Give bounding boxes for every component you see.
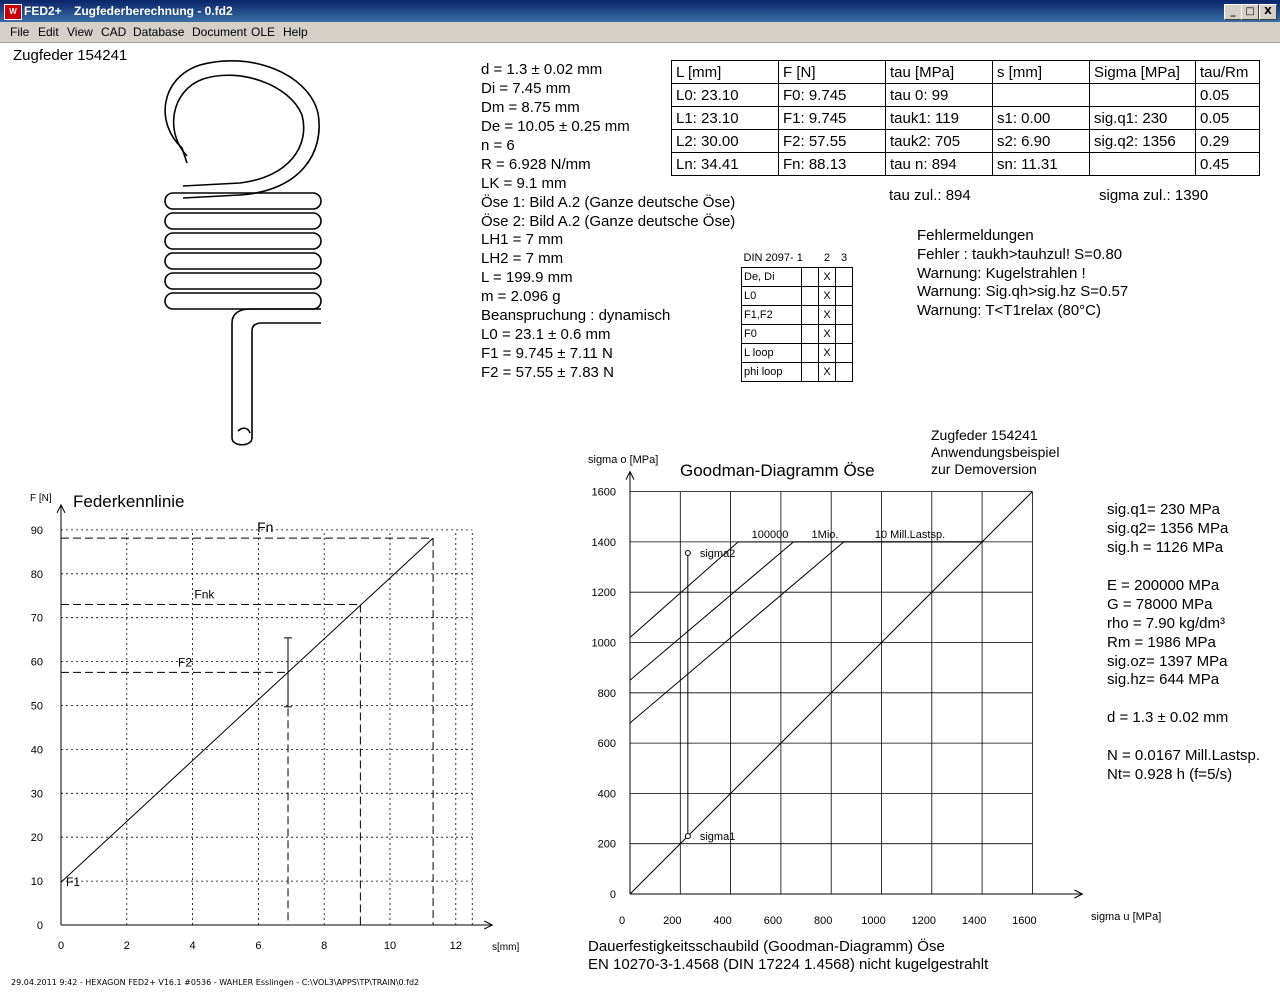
x-tick-label: 2 — [123, 940, 130, 952]
table-header-cell: Sigma [MPa] — [1090, 61, 1196, 84]
menu-view[interactable]: View — [67, 25, 93, 39]
x-tick-label: 600 — [763, 915, 783, 927]
table-cell: sig.q2: 1356 — [1090, 130, 1196, 153]
y-tick-label: 80 — [30, 568, 43, 581]
window-title: Zugfederberechnung - 0.fd2 — [74, 4, 233, 18]
value-line: rho = 7.90 kg/dm³ — [1107, 615, 1225, 632]
y-tick-label: 60 — [30, 656, 43, 669]
y-tick-label: 400 — [597, 788, 616, 801]
table-cell: tauk1: 119 — [886, 107, 993, 130]
x-tick-label: 12 — [449, 940, 462, 952]
param-line: L = 199.9 mm — [481, 269, 573, 286]
value-line: sig.h = 1126 MPa — [1107, 539, 1224, 556]
table-cell: phi loop — [742, 363, 802, 382]
table-header-cell: tau/Rm — [1196, 61, 1260, 84]
param-line: De = 10.05 ± 0.25 mm — [481, 118, 630, 135]
menu-edit[interactable]: Edit — [38, 25, 59, 39]
marker-label: F2 — [178, 655, 193, 670]
table-cell: F0 — [742, 325, 802, 344]
y-tick-label: 20 — [30, 832, 43, 845]
table-cell: L loop — [742, 344, 802, 363]
stress-point-label: sigma1 — [699, 831, 736, 844]
value-line: N = 0.0167 Mill.Lastsp. — [1107, 747, 1260, 764]
table-cell: De, Di — [742, 268, 802, 287]
goodman-series-line — [630, 542, 982, 723]
status-line: 29.04.2011 9:42 - HEXAGON FED2+ V16.1 #0536 - WAHLER Esslingen - C:\VOL3\APPS\TP\TRAIN\0.fd2 — [11, 978, 420, 987]
table-cell: tau n: 894 — [886, 153, 993, 176]
table-cell: s1: 0.00 — [993, 107, 1090, 130]
table-header-cell: L [mm] — [672, 61, 779, 84]
menu-ole[interactable]: OLE — [251, 25, 276, 39]
maximize-button[interactable]: □ — [1241, 4, 1259, 20]
x-tick-label: 0 — [618, 915, 626, 927]
param-line: Di = 7.45 mm — [481, 80, 571, 97]
menu-database[interactable]: Database — [133, 25, 185, 39]
caption-line: Dauerfestigkeitsschaubild (Goodman-Diagramm) Öse — [588, 938, 945, 955]
table-cell: 0.29 — [1196, 130, 1260, 153]
series-label: 10 Mill.Lastsp. — [874, 528, 946, 541]
table-header-cell: s [mm] — [993, 61, 1090, 84]
x-tick-label: 1000 — [861, 915, 886, 927]
table-cell: tauk2: 705 — [886, 130, 993, 153]
goodman-info-line: Zugfeder 154241 — [931, 427, 1038, 443]
table-cell: L2: 30.00 — [672, 130, 779, 153]
message-item: Warnung: Kugelstrahlen ! — [917, 265, 1086, 282]
table-cell: s2: 6.90 — [993, 130, 1090, 153]
table-cell: X — [819, 306, 836, 325]
marker-label: Fnk — [194, 587, 215, 602]
menu-bar — [0, 22, 1280, 43]
goodman-chart — [0, 43, 1280, 994]
y-tick-label: 50 — [30, 700, 43, 713]
chart1-xlabel: s[mm] — [492, 942, 520, 953]
table-header-cell: DIN 2097- 1 — [743, 252, 803, 264]
table-cell: X — [819, 268, 836, 287]
messages-title: Fehlermeldungen — [917, 227, 1034, 244]
table-cell: L0: 23.10 — [672, 84, 779, 107]
param-line: Dm = 8.75 mm — [481, 99, 580, 116]
table-cell: Ln: 34.41 — [672, 153, 779, 176]
y-tick-label: 30 — [30, 788, 43, 801]
sigma-allowed: sigma zul.: 1390 — [1099, 187, 1209, 204]
goodman-info-line: zur Demoversion — [931, 461, 1037, 477]
value-line: Nt= 0.928 h (f=5/s) — [1107, 766, 1233, 783]
param-line: LK = 9.1 mm — [481, 175, 567, 192]
stress-point — [685, 550, 690, 555]
goodman-info-line: Anwendungsbeispiel — [931, 444, 1060, 460]
y-tick-label: 10 — [30, 876, 43, 889]
table-cell: L1: 23.10 — [672, 107, 779, 130]
table-header-cell: tau [MPa] — [886, 61, 993, 84]
chart2-ylabel: sigma o [MPa] — [588, 454, 659, 466]
y-tick-label: 800 — [597, 687, 616, 700]
chart1-title: Federkennlinie — [73, 492, 185, 511]
x-tick-label: 1200 — [911, 915, 937, 927]
param-line: Öse 1: Bild A.2 (Ganze deutsche Öse) — [481, 194, 736, 211]
table-cell: sig.q1: 230 — [1090, 107, 1196, 130]
value-line: E = 200000 MPa — [1107, 577, 1220, 594]
series-label: 100000 — [751, 528, 789, 541]
x-tick-label: 8 — [321, 940, 328, 952]
marker-label: Fn — [257, 519, 274, 536]
app-name: FED2+ — [24, 4, 62, 18]
param-line: m = 2.096 g — [481, 288, 561, 305]
table-cell: F0: 9.745 — [779, 84, 886, 107]
y-tick-label: 600 — [597, 738, 616, 751]
table-cell: X — [819, 287, 836, 306]
table-cell: L0 — [742, 287, 802, 306]
marker-label: F1 — [66, 875, 81, 890]
message-item: Warnung: T<T1relax (80°C) — [917, 302, 1101, 319]
table-cell: 0.05 — [1196, 84, 1260, 107]
tau-allowed: tau zul.: 894 — [889, 187, 971, 204]
param-line: d = 1.3 ± 0.02 mm — [481, 61, 603, 78]
menu-help[interactable]: Help — [283, 25, 308, 39]
value-line: sig.q2= 1356 MPa — [1107, 520, 1229, 537]
y-tick-label: 200 — [597, 838, 616, 851]
goodman-series-line — [630, 542, 982, 680]
menu-cad[interactable]: CAD — [101, 25, 127, 39]
table-cell: X — [819, 363, 836, 382]
stress-point — [685, 834, 690, 839]
y-tick-label: 0 — [36, 920, 43, 932]
value-line: d = 1.3 ± 0.02 mm — [1107, 709, 1229, 726]
param-line: L0 = 23.1 ± 0.6 mm — [481, 326, 611, 343]
x-tick-label: 1600 — [1012, 915, 1037, 927]
stress-point-label: sigma2 — [699, 547, 736, 560]
menu-document[interactable]: Document — [192, 25, 247, 39]
value-line: Rm = 1986 MPa — [1107, 634, 1216, 651]
chart2-xlabel: sigma u [MPa] — [1091, 911, 1162, 923]
value-line: sig.hz= 644 MPa — [1107, 671, 1220, 688]
table-cell: 0.45 — [1196, 153, 1260, 176]
goodman-series-line — [630, 542, 982, 638]
param-line: LH2 = 7 mm — [481, 250, 564, 267]
spring-title: Zugfeder 154241 — [13, 47, 128, 64]
chart2-title: Goodman-Diagramm Öse — [680, 461, 875, 480]
app-icon[interactable]: W — [4, 4, 22, 20]
y-tick-label: 1200 — [591, 587, 616, 600]
y-tick-label: 90 — [30, 524, 43, 537]
x-tick-label: 0 — [57, 940, 65, 952]
y-tick-label: 0 — [609, 889, 616, 901]
table-cell: Fn: 88.13 — [779, 153, 886, 176]
x-tick-label: 200 — [663, 915, 682, 927]
title-bar — [0, 0, 1280, 22]
x-tick-label: 10 — [383, 940, 397, 952]
param-line: Beanspruchung : dynamisch — [481, 307, 671, 324]
minimize-button[interactable]: _ — [1224, 4, 1242, 20]
chart1-ylabel: F [N] — [30, 493, 52, 504]
table-cell: tau 0: 99 — [886, 84, 993, 107]
menu-file[interactable]: File — [10, 25, 30, 39]
table-cell: 0.05 — [1196, 107, 1260, 130]
series-label: 1Mio. — [811, 528, 839, 541]
x-tick-label: 400 — [713, 915, 732, 927]
param-line: LH1 = 7 mm — [481, 231, 564, 248]
table-cell: F2: 57.55 — [779, 130, 886, 153]
drawing-canvas — [0, 43, 1280, 994]
table-cell: F1,F2 — [742, 306, 802, 325]
value-line: sig.oz= 1397 MPa — [1107, 653, 1228, 670]
close-button[interactable]: X — [1259, 4, 1277, 20]
table-header-cell: F [N] — [779, 61, 886, 84]
value-line: sig.q1= 230 MPa — [1107, 501, 1220, 518]
message-item: Fehler : taukh>tauhzul! S=0.80 — [917, 246, 1123, 263]
x-tick-label: 1400 — [961, 915, 987, 927]
table-cell: X — [819, 344, 836, 363]
param-line: n = 6 — [481, 137, 515, 154]
x-tick-label: 6 — [255, 940, 262, 952]
table-header-cell: 2 — [823, 252, 831, 264]
table-cell: sn: 11.31 — [993, 153, 1090, 176]
param-line: F2 = 57.55 ± 7.83 N — [481, 364, 614, 381]
table-cell: F1: 9.745 — [779, 107, 886, 130]
y-tick-label: 40 — [30, 744, 43, 757]
x-tick-label: 800 — [814, 915, 833, 927]
param-line: F1 = 9.745 ± 7.11 N — [481, 345, 613, 362]
table-cell: X — [819, 325, 836, 344]
value-line: G = 78000 MPa — [1107, 596, 1213, 613]
y-tick-label: 70 — [30, 612, 43, 625]
message-item: Warnung: Sig.qh>sig.hz S=0.57 — [917, 283, 1129, 300]
caption-line: EN 10270-3-1.4568 (DIN 17224 1.4568) nicht kugelgestrahlt — [588, 956, 989, 973]
param-line: R = 6.928 N/mm — [481, 156, 591, 173]
param-line: Öse 2: Bild A.2 (Ganze deutsche Öse) — [481, 213, 736, 230]
y-tick-label: 1000 — [591, 637, 616, 650]
table-header-cell: 3 — [840, 252, 848, 264]
x-tick-label: 4 — [189, 940, 196, 952]
y-tick-label: 1600 — [591, 486, 616, 499]
y-tick-label: 1400 — [591, 536, 616, 549]
